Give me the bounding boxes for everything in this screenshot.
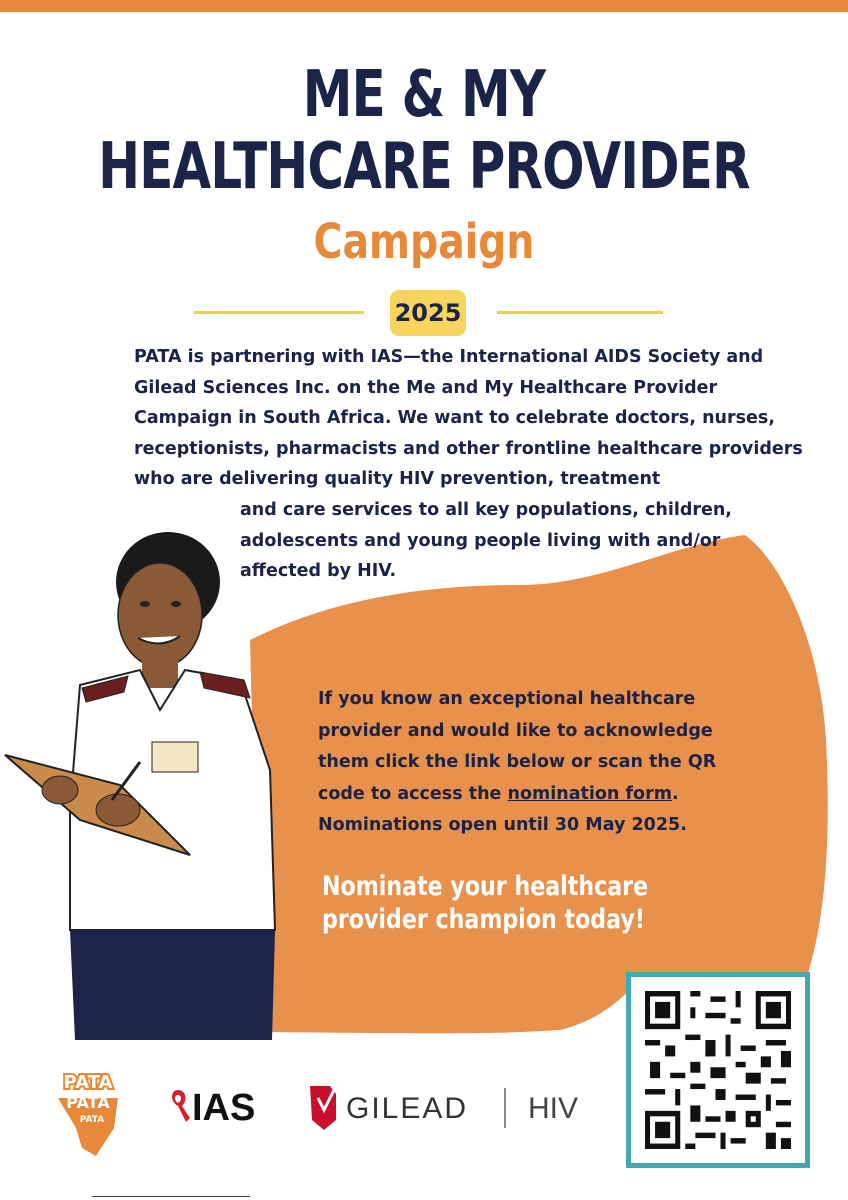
- intro-line: receptionists, pharmacists and other frontline healthcare providers: [134, 438, 803, 459]
- subtitle: Campaign: [313, 214, 535, 270]
- gilead-logo: [306, 1080, 586, 1139]
- qr-code[interactable]: [626, 972, 810, 1168]
- intro-paragraph: [134, 342, 803, 495]
- year-badge: 2025: [390, 290, 466, 336]
- intro-line: Campaign in South Africa. We want to celebrate doctors, nurses,: [134, 408, 775, 428]
- hiv-text: HIV: [528, 1092, 579, 1125]
- pata-word-2: PATA: [66, 1093, 110, 1112]
- callout-line: [318, 779, 716, 811]
- red-ribbon-icon: [172, 1090, 190, 1122]
- qr-code-pattern: [645, 991, 791, 1149]
- logo-divider: [504, 1088, 506, 1128]
- intro-line: adolescents and young people living with and/or: [240, 530, 721, 551]
- pata-logo: [48, 1068, 128, 1160]
- bottom-line: [92, 1196, 250, 1197]
- callout-text: .: [671, 783, 679, 804]
- callout-text: code to access the: [318, 783, 508, 804]
- ias-logo: [164, 1082, 274, 1131]
- nomination-callout: [318, 684, 716, 842]
- gilead-text: GILEAD: [346, 1092, 469, 1125]
- callout-line: provider and would like to acknowledge: [318, 720, 713, 741]
- intro-line: and care services to all key populations, children,: [240, 500, 732, 520]
- intro-line: Gilead Sciences Inc. on the Me and My Healthcare Provider: [134, 377, 718, 398]
- cta-line: provider champion today!: [322, 904, 645, 935]
- pata-word-3: PATA: [79, 1115, 105, 1125]
- intro-line: affected by HIV.: [240, 561, 397, 581]
- callout-line: Nominations open until 30 May 2025.: [318, 815, 687, 835]
- nurse-illustration: [0, 510, 300, 1040]
- intro-paragraph-continued: [240, 495, 732, 587]
- pata-word-1: PATA: [63, 1072, 113, 1093]
- intro-line: PATA is partnering with IAS—the International AIDS Society and: [134, 347, 764, 367]
- call-to-action: [322, 870, 648, 936]
- ias-text: IAS: [192, 1087, 256, 1126]
- intro-line: who are delivering quality HIV prevention, treatment: [134, 469, 661, 489]
- title-line-2: HEALTHCARE PROVIDER: [98, 130, 750, 204]
- callout-line: If you know an exceptional healthcare: [318, 689, 696, 709]
- callout-line: them click the link below or scan the QR: [318, 752, 717, 772]
- title-line-1: ME & MY: [302, 58, 546, 132]
- cta-line: Nominate your healthcare: [322, 871, 649, 902]
- nomination-form-link[interactable]: nomination form: [507, 783, 672, 804]
